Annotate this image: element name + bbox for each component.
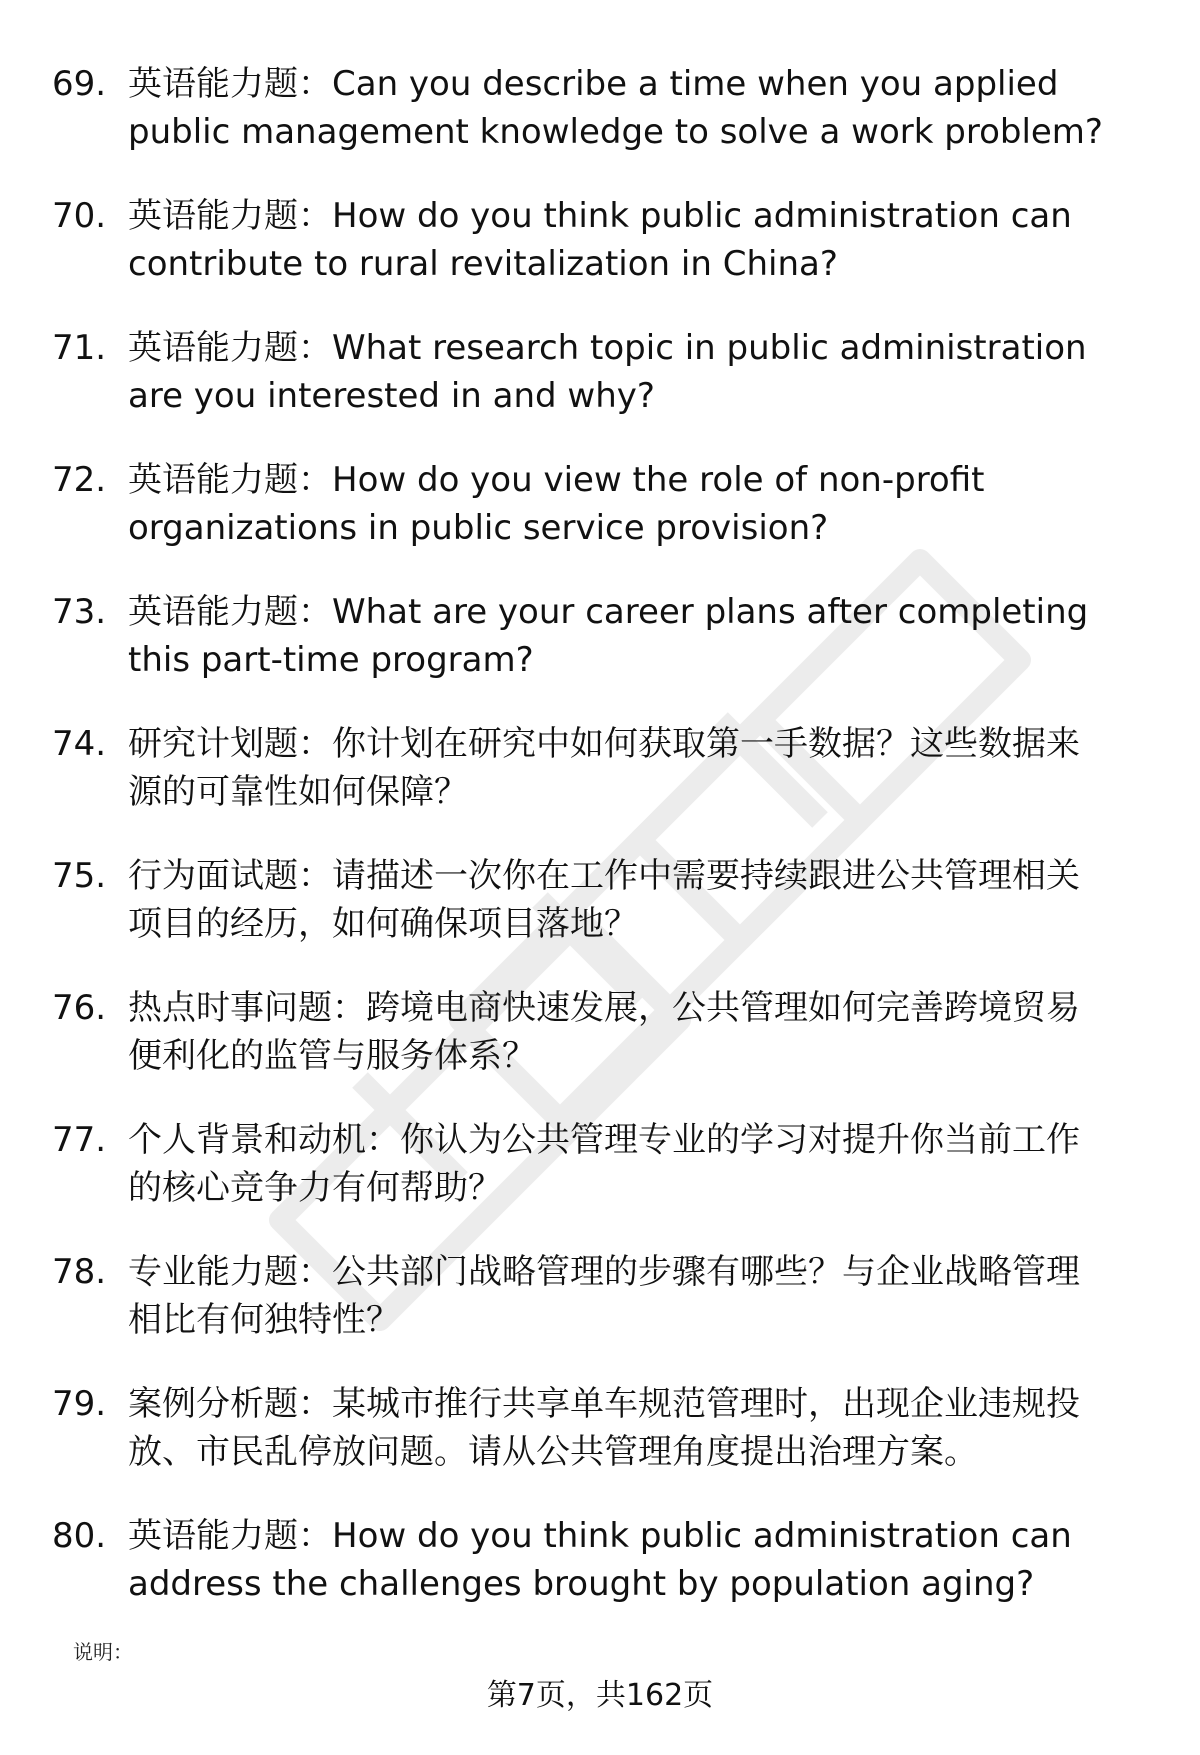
question-text: 英语能力题：How do you think public administration can address the challenges brought by population aging? xyxy=(128,1516,1072,1604)
question-item xyxy=(52,720,1152,852)
question-text: 英语能力题：What research topic in public administration are you interested in and why? xyxy=(128,328,1087,416)
question-item xyxy=(52,1380,1152,1512)
page-indicator: 第7页，共162页 xyxy=(486,1678,714,1713)
question-item xyxy=(52,456,1152,588)
question-text: 英语能力题：How do you think public administration can contribute to rural revitalization in China? xyxy=(128,196,1072,284)
question-number: 77. xyxy=(52,1120,107,1160)
question-text: 个人背景和动机：你认为公共管理专业的学习对提升你当前工作 的核心竞争力有何帮助？ xyxy=(128,1120,1080,1208)
question-item xyxy=(52,1248,1152,1380)
question-list xyxy=(52,60,1152,1644)
question-number: 69. xyxy=(52,64,107,104)
note-label: 说明： xyxy=(73,1640,133,1664)
question-number: 71. xyxy=(52,328,107,368)
question-number: 78. xyxy=(52,1252,107,1292)
question-text: 行为面试题：请描述一次你在工作中需要持续跟进公共管理相关 项目的经历，如何确保项目落地？ xyxy=(128,856,1080,944)
question-item xyxy=(52,192,1152,324)
question-number: 73. xyxy=(52,592,107,632)
question-number: 72. xyxy=(52,460,107,500)
question-text: 研究计划题：你计划在研究中如何获取第一手数据？这些数据来 源的可靠性如何保障？ xyxy=(128,724,1080,812)
question-item xyxy=(52,984,1152,1116)
question-number: 75. xyxy=(52,856,107,896)
question-text: 英语能力题：How do you view the role of non-profit organizations in public service provision? xyxy=(128,460,985,548)
question-item xyxy=(52,588,1152,720)
question-text: 案例分析题：某城市推行共享单车规范管理时，出现企业违规投 放、市民乱停放问题。请从公共管理角度提出治理方案。 xyxy=(128,1384,1080,1472)
question-item xyxy=(52,60,1152,192)
question-item xyxy=(52,1116,1152,1248)
question-number: 80. xyxy=(52,1516,107,1556)
question-number: 70. xyxy=(52,196,107,236)
question-item xyxy=(52,852,1152,984)
question-item xyxy=(52,324,1152,456)
question-number: 76. xyxy=(52,988,107,1028)
question-text: 热点时事问题：跨境电商快速发展，公共管理如何完善跨境贸易 便利化的监管与服务体系？ xyxy=(128,988,1080,1076)
question-number: 74. xyxy=(52,724,107,764)
question-item xyxy=(52,1512,1152,1644)
question-text: 英语能力题：Can you describe a time when you applied public management knowledge to solve a work problem? xyxy=(128,64,1103,152)
question-number: 79. xyxy=(52,1384,107,1424)
question-text: 英语能力题：What are your career plans after completing this part-time program? xyxy=(128,592,1089,680)
question-text: 专业能力题：公共部门战略管理的步骤有哪些？与企业战略管理 相比有何独特性？ xyxy=(128,1252,1080,1340)
